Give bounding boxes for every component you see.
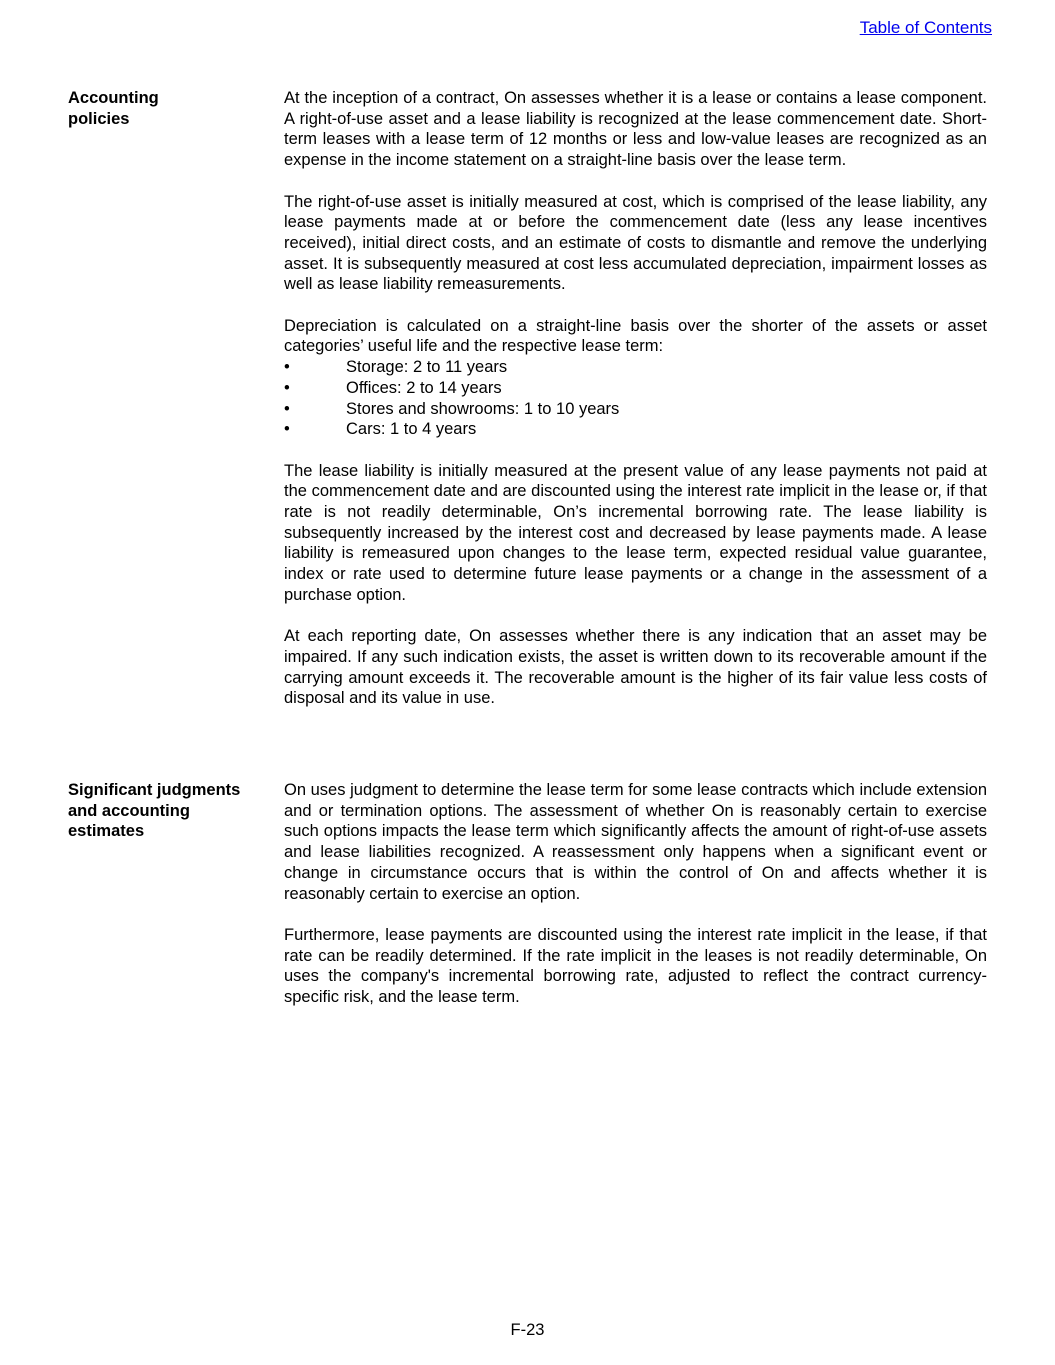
paragraph: The lease liability is initially measured at the present value of any lease payments not paid at the commencement date and are discounted using the interest rate implicit in the lease or, if that rate is not readily determinable, On’s incremental borrowing rate. The lease liability is subsequently increased by the interest cost and decreased by lease payments made. A lease liability is remeasured upon changes to the lease term, expected residual value guarantee, index or rate used to determine future lease payments or a change in the assessment of a purchase option. — [284, 461, 987, 604]
bullet-icon: • — [284, 399, 290, 418]
useful-life-list — [284, 357, 987, 440]
section-heading: Accounting policies — [68, 89, 159, 128]
section-body — [284, 88, 987, 730]
list-item: • Stores and showrooms: 1 to 10 years — [284, 399, 620, 418]
paragraph: At the inception of a contract, On assesses whether it is a lease or contains a lease component. A right-of-use asset and a lease liability is recognized at the lease commencement date. Short-term leases with a lease term of 12 months or less and low-value leases are recognized as an expense in the income statement on a straight-line basis over the lease term. — [284, 89, 987, 170]
list-item: • Cars: 1 to 4 years — [284, 420, 477, 439]
paragraph: On uses judgment to determine the lease term for some lease contracts which include extension and or termination options. The assessment of whether On is reasonably certain to exercise such options impacts the lease term which significantly affects the amount of right-of-use assets and lease liabilities recognized. A reassessment only happens when a significant event or change in circumstance occurs that is within the control of On and affects whether it is reasonably certain to exercise an option. — [284, 781, 987, 903]
table-of-contents-link[interactable]: Table of Contents — [859, 18, 992, 37]
list-item: • Storage: 2 to 11 years — [284, 358, 508, 377]
paragraph: At each reporting date, On assesses whether there is any indication that an asset may be impaired. If any such indication exists, the asset is written down to its recoverable amount if the carrying amount exceeds it. The recoverable amount is the higher of its fair value less costs of disposal and its value in use. — [284, 627, 987, 708]
bullet-icon: • — [284, 378, 290, 397]
paragraph: Furthermore, lease payments are discounted using the interest rate implicit in the lease, if that rate can be readily determined. If the rate implicit in the leases is not readily determinable, On uses the company's incremental borrowing rate, adjusted to reflect the contract currency-specific risk, and the lease term. — [284, 925, 987, 1007]
bullet-icon: • — [284, 358, 290, 377]
bullet-icon: • — [284, 420, 290, 439]
paragraph: Depreciation is calculated on a straight-line basis over the shorter of the assets or asset categories’ useful life and the respective lease term: — [284, 316, 987, 356]
section-heading: Significant judgments and accounting estimates — [68, 781, 241, 841]
list-item: • Offices: 2 to 14 years — [284, 378, 502, 397]
page-number: F-23 — [510, 1321, 545, 1339]
paragraph: The right-of-use asset is initially measured at cost, which is comprised of the lease liability, any lease payments made at or before the commencement date (less any lease incentives received), initial direct costs, and an estimate of costs to dismantle and remove the underlying asset. It is subsequently measured at cost less accumulated depreciation, impairment losses as well as lease liability remeasurements. — [284, 192, 987, 294]
accounting-policies-section — [68, 88, 988, 738]
section-body — [284, 780, 987, 1028]
significant-judgments-section — [68, 780, 988, 1020]
